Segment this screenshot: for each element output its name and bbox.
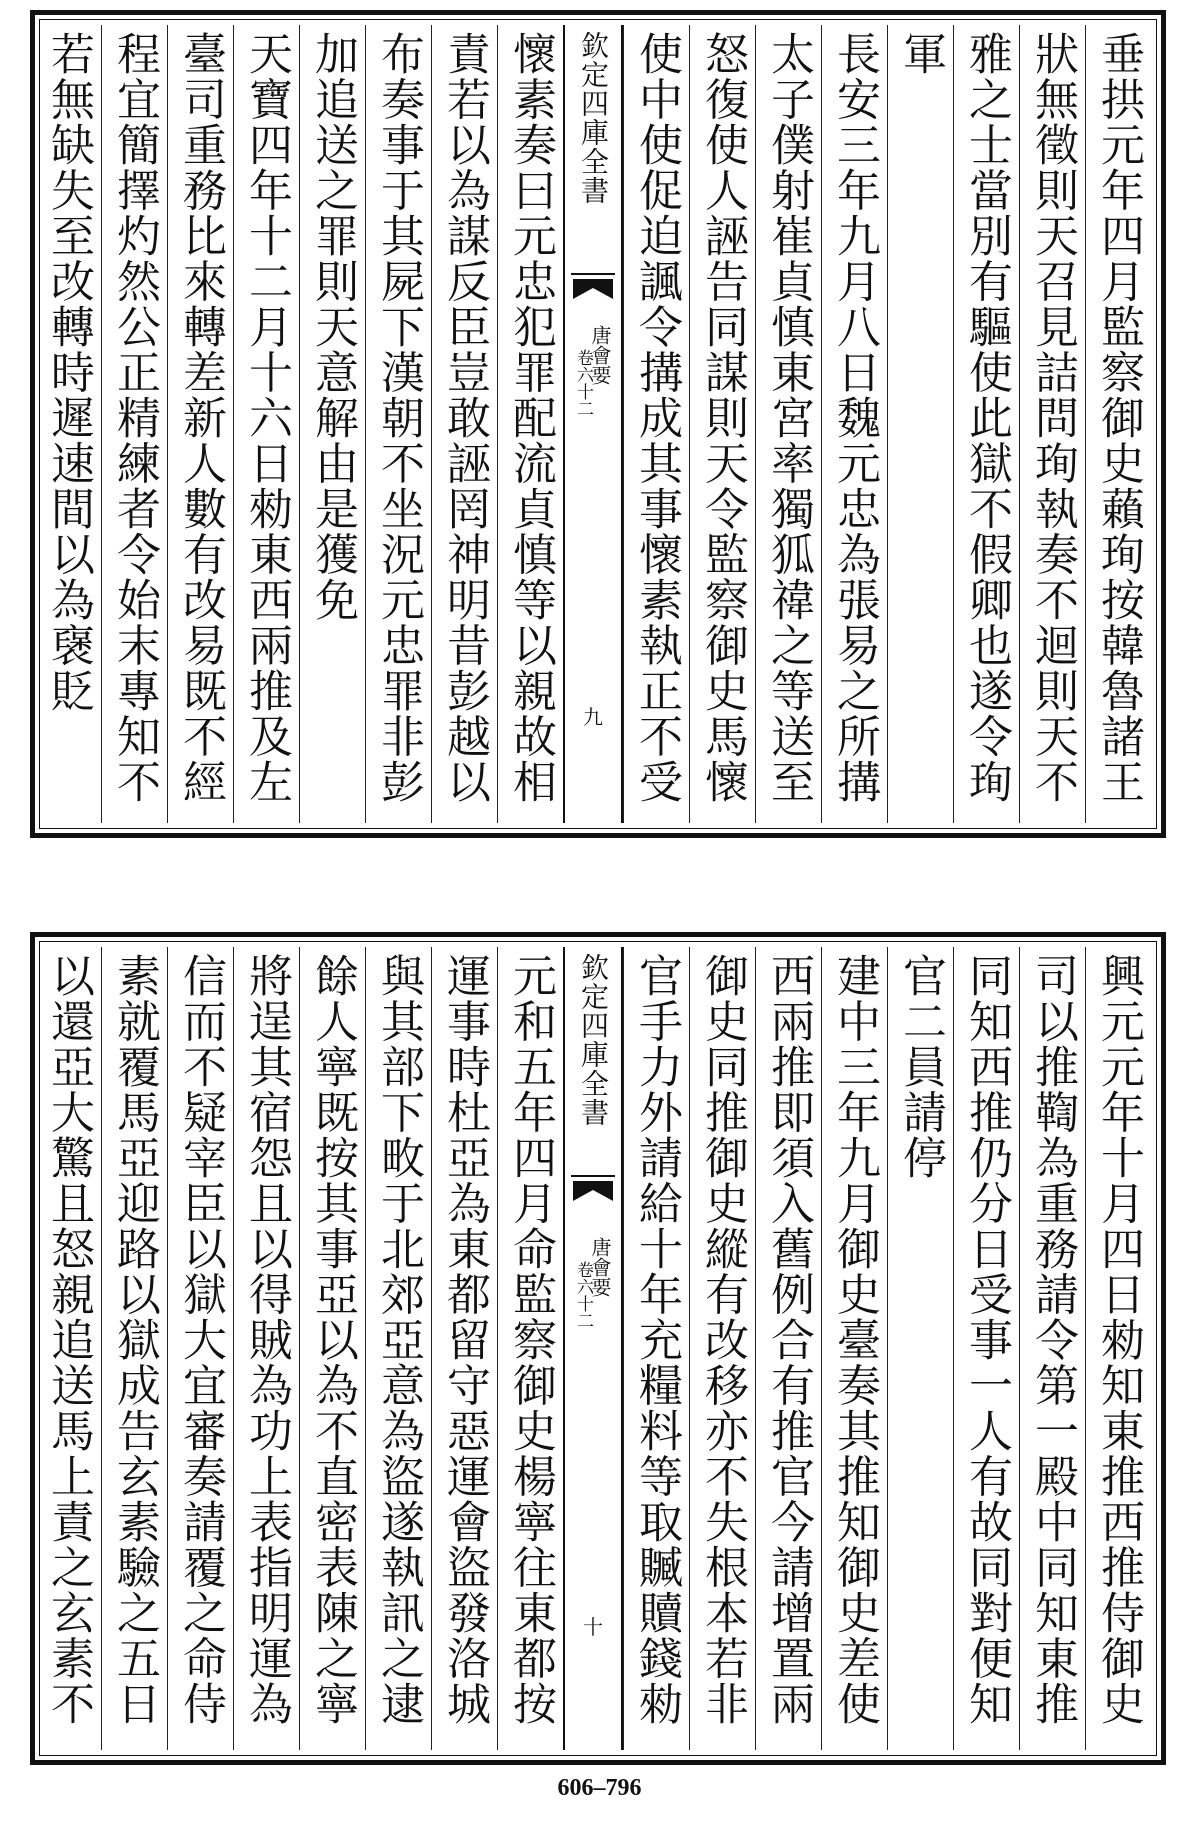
text-column: 御史同推御史縱有改移亦不失根本若非 [689, 947, 755, 1750]
text-column: 與其部下畋于北郊亞意為盜遂執訊之逮 [365, 947, 431, 1750]
book-title: 唐會要 [588, 325, 612, 385]
divider-line [571, 273, 615, 275]
text-column: 元和五年四月命監察御史楊寧往東都按 [497, 947, 563, 1750]
text-column: 將逞其宿怨且以得賊為功上表指明運為 [233, 947, 299, 1750]
text-column: 天寶四年十二月十六日勑東西兩推及左 [233, 25, 299, 823]
text-column: 官手力外請給十年充糧料等取贓贖錢勑 [623, 947, 689, 1750]
library-title: 欽定四庫全書 [577, 953, 610, 1127]
text-column: 同知西推仍分日受事一人有故同對便知 [953, 947, 1019, 1750]
folio-number: 十 [583, 1615, 603, 1639]
scan-page-code: 606–796 [557, 1775, 642, 1801]
text-column: 信而不疑宰臣以獄大宜審奏請覆之命侍 [167, 947, 233, 1750]
text-column: 臺司重務比來轉差新人數有改易既不經 [167, 25, 233, 823]
top-page [30, 10, 1166, 838]
center-fold [563, 25, 623, 823]
text-column: 垂拱元年四月監察御史藾珣按韓魯諸王 [1085, 25, 1151, 823]
text-column: 建中三年九月御史臺奏其推知御史差使 [821, 947, 887, 1750]
folio-number: 九 [583, 705, 603, 729]
divider-line [571, 1175, 615, 1177]
text-column: 以還亞大驚且怒親追送馬上責之玄素不 [43, 953, 94, 1727]
text-column: 長安三年九月八日魏元忠為張易之所搆 [821, 25, 887, 823]
library-title: 欽定四庫全書 [577, 31, 610, 205]
text-column: 加追送之罪則天意解由是獲免 [299, 25, 365, 823]
text-column: 餘人寧既按其事亞以為不直密表陳之寧 [299, 947, 365, 1750]
text-column: 布奏事于其屍下漢朝不坐況元忠罪非彭 [365, 25, 431, 823]
text-column: 使中使促迫諷令搆成其事懷素執正不受 [623, 25, 689, 823]
text-column: 懷素奏曰元忠犯罪配流貞慎等以親故相 [497, 25, 563, 823]
text-column: 怒復使人誣告同謀則天令監察御史馬懷 [689, 25, 755, 823]
juan-number: 卷六十二 [573, 349, 593, 417]
text-column: 程宜簡擇灼然公正精練者令始末專知不 [101, 25, 167, 823]
text-column: 運事時杜亞為東都留守惡運會盜發洛城 [431, 947, 497, 1750]
fish-tail-mark-icon [573, 1181, 613, 1201]
text-column: 軍 [887, 25, 953, 823]
bottom-page [30, 932, 1166, 1765]
bottom-page-columns [45, 947, 1151, 1750]
text-column: 興元元年十月四日勑知東推西推侍御史 [1085, 947, 1151, 1750]
center-fold [563, 947, 623, 1750]
text-column: 太子僕射崔貞慎東宮率獨狐禕之等送至 [755, 25, 821, 823]
top-page-columns [45, 25, 1151, 823]
text-column: 西兩推即須入舊例合有推官今請增置兩 [755, 947, 821, 1750]
text-column: 若無缺失至改轉時遲速間以為襃貶 [43, 31, 94, 714]
text-column: 素就覆馬亞迎路以獄成告玄素驗之五日 [101, 947, 167, 1750]
text-column: 官二員請停 [887, 947, 953, 1750]
text-column: 司以推鞫為重務請令第一殿中同知東推 [1019, 947, 1085, 1750]
juan-number: 卷六十二 [573, 1261, 593, 1329]
text-column: 狀無徵則天召見詰問珣執奏不迴則天不 [1019, 25, 1085, 823]
text-column: 雅之士當別有驅使此獄不假卿也遂令珣 [953, 25, 1019, 823]
text-column: 責若以為謀反臣豈敢誣罔神明昔彭越以 [431, 25, 497, 823]
book-title: 唐會要 [588, 1237, 612, 1297]
fish-tail-mark-icon [573, 279, 613, 299]
